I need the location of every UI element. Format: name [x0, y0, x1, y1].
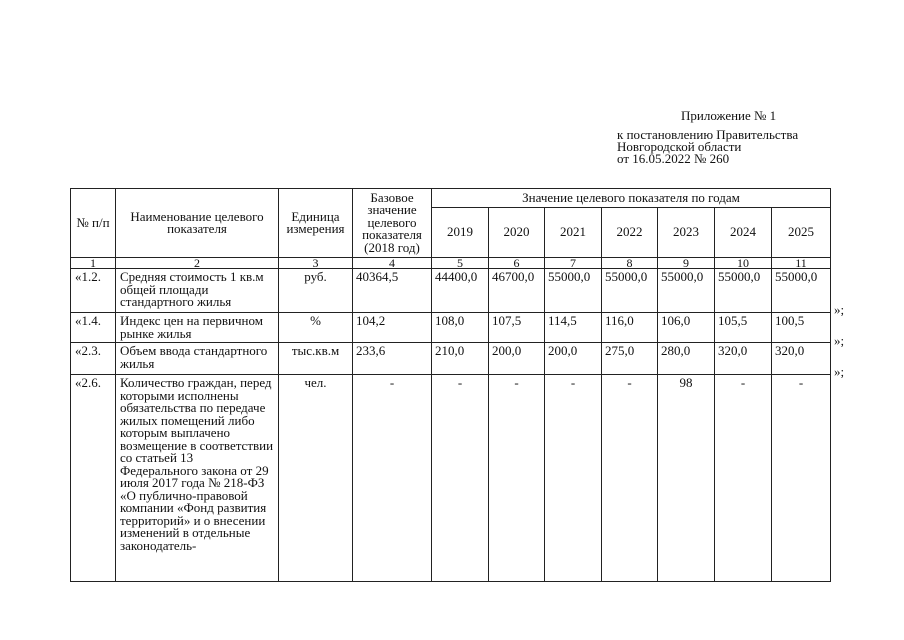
row-year-value: - [715, 375, 772, 582]
column-number: 6 [489, 258, 545, 269]
row-base-value: 40364,5 [353, 269, 432, 313]
row-year-value: 55000,0 [658, 269, 715, 313]
row-number: «1.2. [71, 269, 116, 313]
column-number: 5 [432, 258, 489, 269]
year-header: 2019 [432, 208, 489, 258]
row-year-value: 116,0 [602, 313, 658, 343]
col-header-base: Базовое значение целевого показателя (2018 год) [353, 189, 432, 258]
row-year-value: 210,0 [432, 343, 489, 375]
column-number: 1 [71, 258, 116, 269]
row-unit: % [279, 313, 353, 343]
col-header-number: № п/п [71, 189, 116, 258]
row-year-value: 46700,0 [489, 269, 545, 313]
row-year-value: - [772, 375, 831, 582]
row-year-value: 55000,0 [772, 269, 831, 313]
table-row [71, 313, 831, 343]
row-unit: чел. [279, 375, 353, 582]
column-number: 11 [772, 258, 831, 269]
row-year-value: - [545, 375, 602, 582]
row-year-value: 105,5 [715, 313, 772, 343]
year-header: 2023 [658, 208, 715, 258]
column-numbers-row [71, 258, 831, 269]
row-number: «1.4. [71, 313, 116, 343]
col-header-values-group: Значение целевого показателя по годам [432, 189, 831, 208]
column-number: 3 [279, 258, 353, 269]
row-year-value: 200,0 [545, 343, 602, 375]
row-year-value: 200,0 [489, 343, 545, 375]
column-number: 4 [353, 258, 432, 269]
row-closing-quote: »; [834, 333, 845, 348]
table-row [71, 343, 831, 375]
row-year-value: 107,5 [489, 313, 545, 343]
row-unit: тыс.кв.м [279, 343, 353, 375]
row-year-value: 44400,0 [432, 269, 489, 313]
table-row [71, 375, 831, 582]
column-number: 8 [602, 258, 658, 269]
row-year-value: 275,0 [602, 343, 658, 375]
row-year-value: 106,0 [658, 313, 715, 343]
resolution-reference [617, 129, 798, 165]
row-indicator-name: Количество граждан, перед которыми исполнены обязательства по передаче жилых помещений либо которым выплачено возмещение в соответствии со статьей 13 Федерального закона от 29 июля 2017 года № 218-ФЗ «О публично-правовой компании «Фонд развития территорий» и о внесении изменений в отдельные законодатель- [116, 375, 279, 582]
row-year-value: 320,0 [715, 343, 772, 375]
reference-line: от 16.05.2022 № 260 [617, 151, 730, 166]
column-number: 2 [116, 258, 279, 269]
row-year-value: 108,0 [432, 313, 489, 343]
reference-line: Новгородской области [617, 139, 742, 154]
appendix-title: Приложение № 1 [681, 108, 777, 123]
row-number: «2.6. [71, 375, 116, 582]
row-year-value: 320,0 [772, 343, 831, 375]
row-base-value: - [353, 375, 432, 582]
year-header: 2022 [602, 208, 658, 258]
table-row [71, 269, 831, 313]
row-year-value: 55000,0 [545, 269, 602, 313]
row-year-value: 100,5 [772, 313, 831, 343]
indicators-table-container [70, 188, 830, 585]
row-number: «2.3. [71, 343, 116, 375]
row-indicator-name: Средняя стоимость 1 кв.м общей площади стандартного жилья [116, 269, 279, 313]
row-year-value: - [602, 375, 658, 582]
year-header: 2024 [715, 208, 772, 258]
row-base-value: 104,2 [353, 313, 432, 343]
row-base-value: 233,6 [353, 343, 432, 375]
row-unit: руб. [279, 269, 353, 313]
column-number: 10 [715, 258, 772, 269]
column-number: 7 [545, 258, 602, 269]
row-closing-quote: »; [834, 364, 845, 379]
row-year-value: 98 [658, 375, 715, 582]
year-header: 2020 [489, 208, 545, 258]
row-year-value: - [432, 375, 489, 582]
row-year-value: - [489, 375, 545, 582]
year-header: 2025 [772, 208, 831, 258]
row-indicator-name: Индекс цен на первичном рынке жилья [116, 313, 279, 343]
row-year-value: 114,5 [545, 313, 602, 343]
row-year-value: 55000,0 [602, 269, 658, 313]
row-closing-quote: »; [834, 302, 845, 317]
row-year-value: 280,0 [658, 343, 715, 375]
col-header-name: Наименование целевого показателя [116, 189, 279, 258]
indicators-table [70, 188, 831, 582]
row-indicator-name: Объем ввода стандартного жилья [116, 343, 279, 375]
row-year-value: 55000,0 [715, 269, 772, 313]
year-header: 2021 [545, 208, 602, 258]
col-header-unit: Единица измерения [279, 189, 353, 258]
reference-line: к постановлению Правительства [617, 127, 799, 142]
column-number: 9 [658, 258, 715, 269]
